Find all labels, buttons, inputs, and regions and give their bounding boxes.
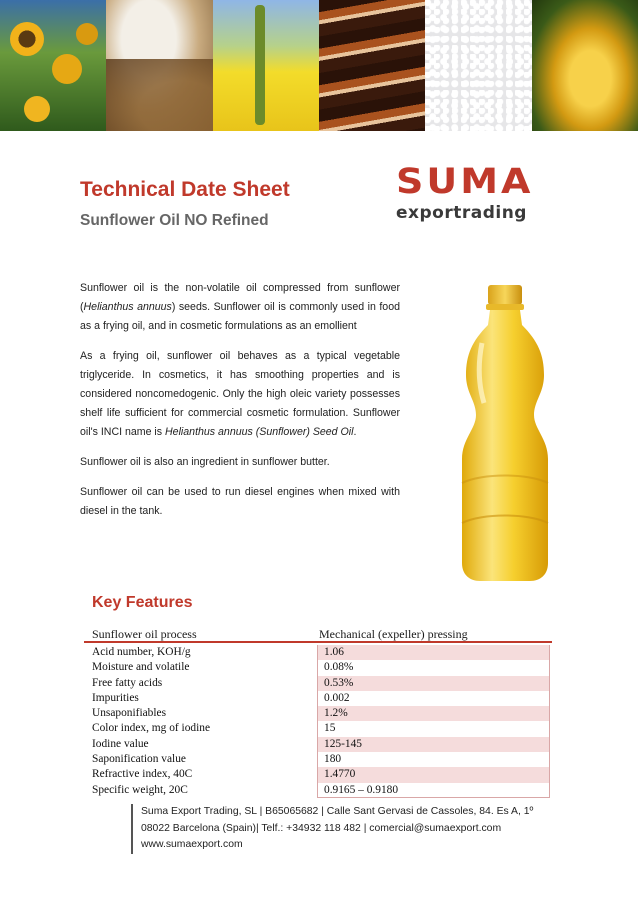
feature-name: Specific weight, 20C bbox=[92, 783, 188, 796]
feature-name: Acid number, KOH/g bbox=[92, 646, 191, 658]
feature-value: 125-145 bbox=[317, 737, 550, 752]
key-features-heading: Key Features bbox=[92, 594, 193, 611]
feature-value: 0.08% bbox=[317, 660, 550, 675]
feature-name: Saponification value bbox=[92, 753, 186, 766]
feature-name: Refractive index, 40C bbox=[92, 768, 193, 781]
feature-value: 0.9165 – 0.9180 bbox=[317, 783, 550, 798]
feature-value: 1.06 bbox=[317, 645, 550, 660]
salt-photo bbox=[425, 0, 531, 131]
logo-brand: SUMA bbox=[396, 160, 534, 202]
logo-tagline: exportrading bbox=[396, 203, 527, 223]
table-row bbox=[92, 783, 550, 798]
table-row bbox=[92, 660, 550, 675]
table-row bbox=[92, 721, 550, 736]
footer-website: www.sumaexport.com bbox=[141, 839, 243, 850]
header-process-value: Mechanical (expeller) pressing bbox=[319, 627, 468, 641]
rapeseed-field-photo bbox=[213, 0, 319, 131]
oil-bottle-image bbox=[452, 283, 558, 583]
scientific-name: Helianthus annuus bbox=[83, 301, 172, 313]
table-row bbox=[92, 691, 550, 706]
table-row bbox=[92, 706, 550, 721]
header-process-label: Sunflower oil process bbox=[92, 627, 197, 641]
inci-name: Helianthus annuus (Sunflower) Seed Oil bbox=[165, 426, 354, 438]
paragraph-2-text-b: . bbox=[353, 426, 357, 438]
paragraph-3: Sunflower oil is also an ingredient in sunflower butter. bbox=[80, 456, 330, 468]
page-title: Technical Date Sheet bbox=[80, 178, 290, 201]
feature-value: 1.2% bbox=[317, 706, 550, 721]
sunflower-field-photo bbox=[0, 0, 106, 131]
feature-value: 180 bbox=[317, 752, 550, 767]
footer-address: Suma Export Trading, SL | B65065682 | Calle Sant Gervasi de Cassoles, 84. Es A, 1º bbox=[141, 806, 534, 817]
footer-contact bbox=[131, 804, 561, 854]
seeds-photo bbox=[106, 0, 212, 131]
paragraph-4: Sunflower oil can be used to run diesel engines when mixed with diesel in the tank. bbox=[80, 486, 400, 517]
table-row bbox=[92, 737, 550, 752]
table-row bbox=[92, 767, 550, 782]
features-header-row bbox=[92, 627, 548, 642]
feature-value: 0.002 bbox=[317, 691, 550, 706]
description-text bbox=[80, 279, 400, 521]
spices-photo bbox=[319, 0, 425, 131]
header-divider bbox=[84, 641, 552, 643]
paragraph-2 bbox=[80, 347, 400, 442]
feature-name: Unsaponifiables bbox=[92, 707, 167, 720]
feature-value: 0.53% bbox=[317, 676, 550, 691]
table-row bbox=[92, 676, 550, 691]
table-row bbox=[92, 752, 550, 767]
paragraph-1 bbox=[80, 279, 400, 336]
company-logo bbox=[390, 158, 590, 228]
paragraph-2-text-a: As a frying oil, sunflower oil behaves as a typical vegetable triglyceride. In cosmetics, it has smoothing properties and is considered noncomedogenic. Only the high oleic variety possesses shelf life sufficient for commercial cosmetic formulation. Sunflower oil's INCI name is bbox=[80, 350, 400, 438]
paragraph-1-text-b: ) seeds. Sunflower oil is commonly used in food as a frying oil, and in cosmetic formulations as an emollient bbox=[80, 301, 400, 332]
feature-name: Free fatty acids bbox=[92, 676, 163, 689]
features-table bbox=[92, 645, 550, 798]
footer-phone-email: 08022 Barcelona (Spain)| Telf.: +34932 118 482 | comercial@sumaexport.com bbox=[141, 822, 502, 834]
page-subtitle: Sunflower Oil NO Refined bbox=[80, 212, 269, 229]
feature-value: 1.4770 bbox=[317, 767, 550, 782]
feature-name: Color index, mg of iodine bbox=[92, 722, 211, 735]
feature-name: Iodine value bbox=[92, 737, 149, 750]
paragraph-1-text-a: Sunflower oil is the non-volatile oil compressed from sunflower ( bbox=[80, 282, 400, 313]
feature-name: Impurities bbox=[92, 691, 139, 704]
feature-name: Moisture and volatile bbox=[92, 661, 190, 674]
table-row bbox=[92, 645, 550, 660]
feature-value: 15 bbox=[317, 721, 550, 736]
oil-photo bbox=[532, 0, 638, 131]
header-banner bbox=[0, 0, 638, 131]
